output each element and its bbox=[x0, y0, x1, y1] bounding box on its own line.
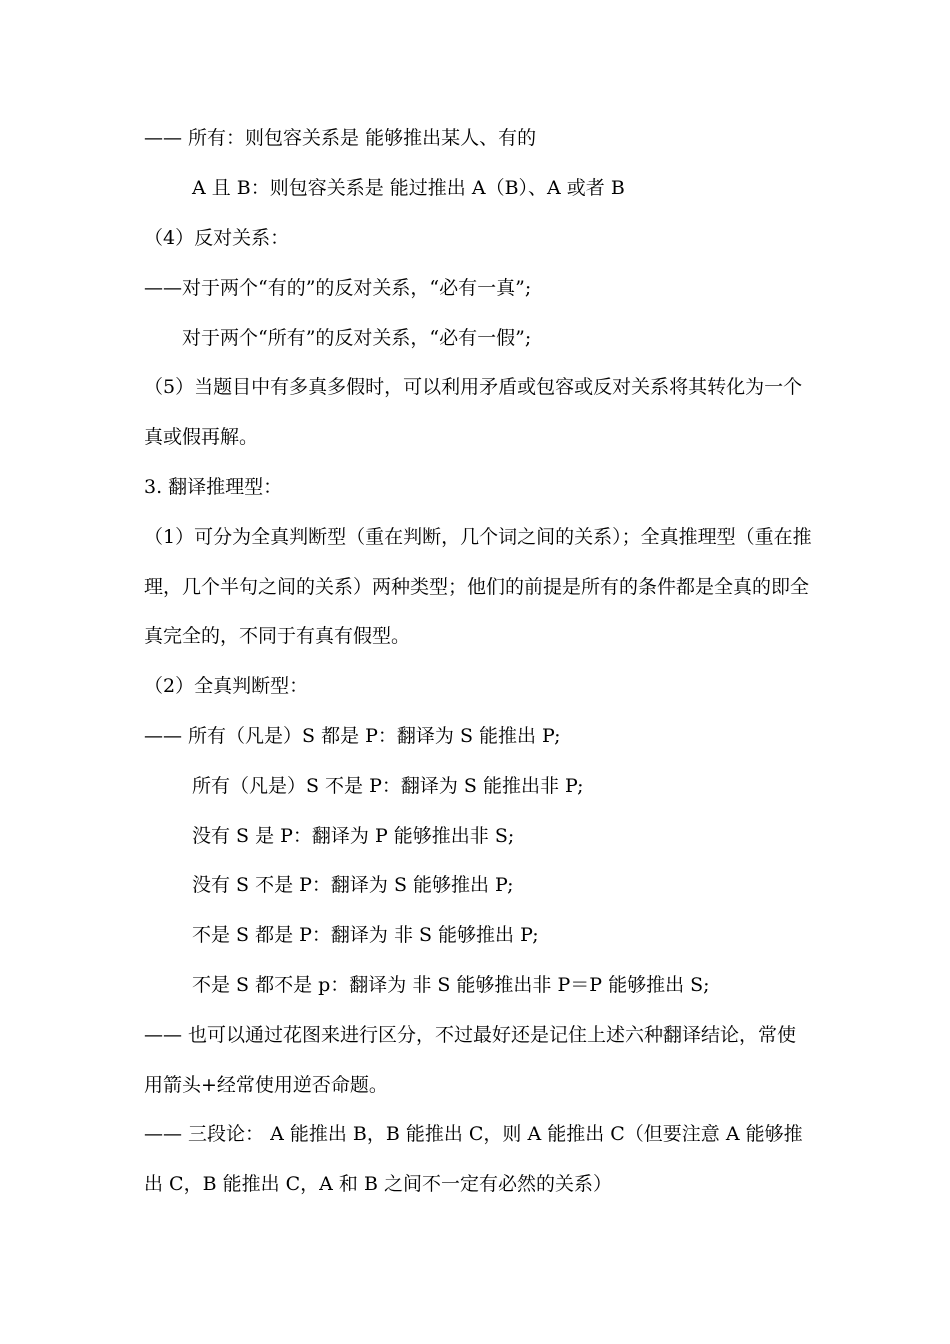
text-line: 不是 S 都不是 p：翻译为 非 S 能够推出非 P＝P 能够推出 S; bbox=[192, 974, 710, 996]
text-line: 不是 S 都是 P：翻译为 非 S 能够推出 P; bbox=[192, 924, 539, 946]
text-line: —— 三段论： A 能推出 B，B 能推出 C，则 A 能推出 C（但要注意 A 能够推 bbox=[144, 1123, 803, 1145]
text-line: 真完全的，不同于有真有假型。 bbox=[144, 625, 411, 647]
text-line: 没有 S 是 P：翻译为 P 能够推出非 S; bbox=[192, 825, 515, 847]
text-line: （5）当题目中有多真多假时，可以利用矛盾或包容或反对关系将其转化为一个 bbox=[144, 376, 803, 398]
text-line: 所有（凡是）S 不是 P：翻译为 S 能推出非 P; bbox=[192, 775, 584, 797]
section-heading: 3. 翻译推理型： bbox=[144, 476, 283, 498]
text-line: （1）可分为全真判断型（重在判断，几个词之间的关系）；全真推理型（重在推 bbox=[144, 526, 812, 548]
text-line: 理，几个半句之间的关系）两种类型；他们的前提是所有的条件都是全真的即全 bbox=[144, 576, 810, 598]
text-line: 对于两个“所有”的反对关系，“必有一假”; bbox=[182, 327, 532, 349]
text-line: ——对于两个“有的”的反对关系，“必有一真”; bbox=[144, 277, 532, 299]
text-line: 真或假再解。 bbox=[144, 426, 259, 448]
text-line: 没有 S 不是 P：翻译为 S 能够推出 P; bbox=[192, 874, 514, 896]
text-line: 出 C，B 能推出 C，A 和 B 之间不一定有必然的关系） bbox=[144, 1173, 612, 1195]
text-line: —— 所有：则包容关系是 能够推出某人、有的 bbox=[144, 127, 537, 149]
text-line: —— 也可以通过花图来进行区分，不过最好还是记住上述六种翻译结论，常使 bbox=[144, 1024, 797, 1046]
text-line: A 且 B：则包容关系是 能过推出 A（B）、A 或者 B bbox=[192, 177, 625, 199]
text-line: 用箭头+经常使用逆否命题。 bbox=[144, 1074, 388, 1096]
text-line: —— 所有（凡是）S 都是 P：翻译为 S 能推出 P; bbox=[144, 725, 561, 747]
text-line: （4）反对关系： bbox=[144, 227, 290, 249]
text-line: （2）全真判断型： bbox=[144, 675, 309, 697]
